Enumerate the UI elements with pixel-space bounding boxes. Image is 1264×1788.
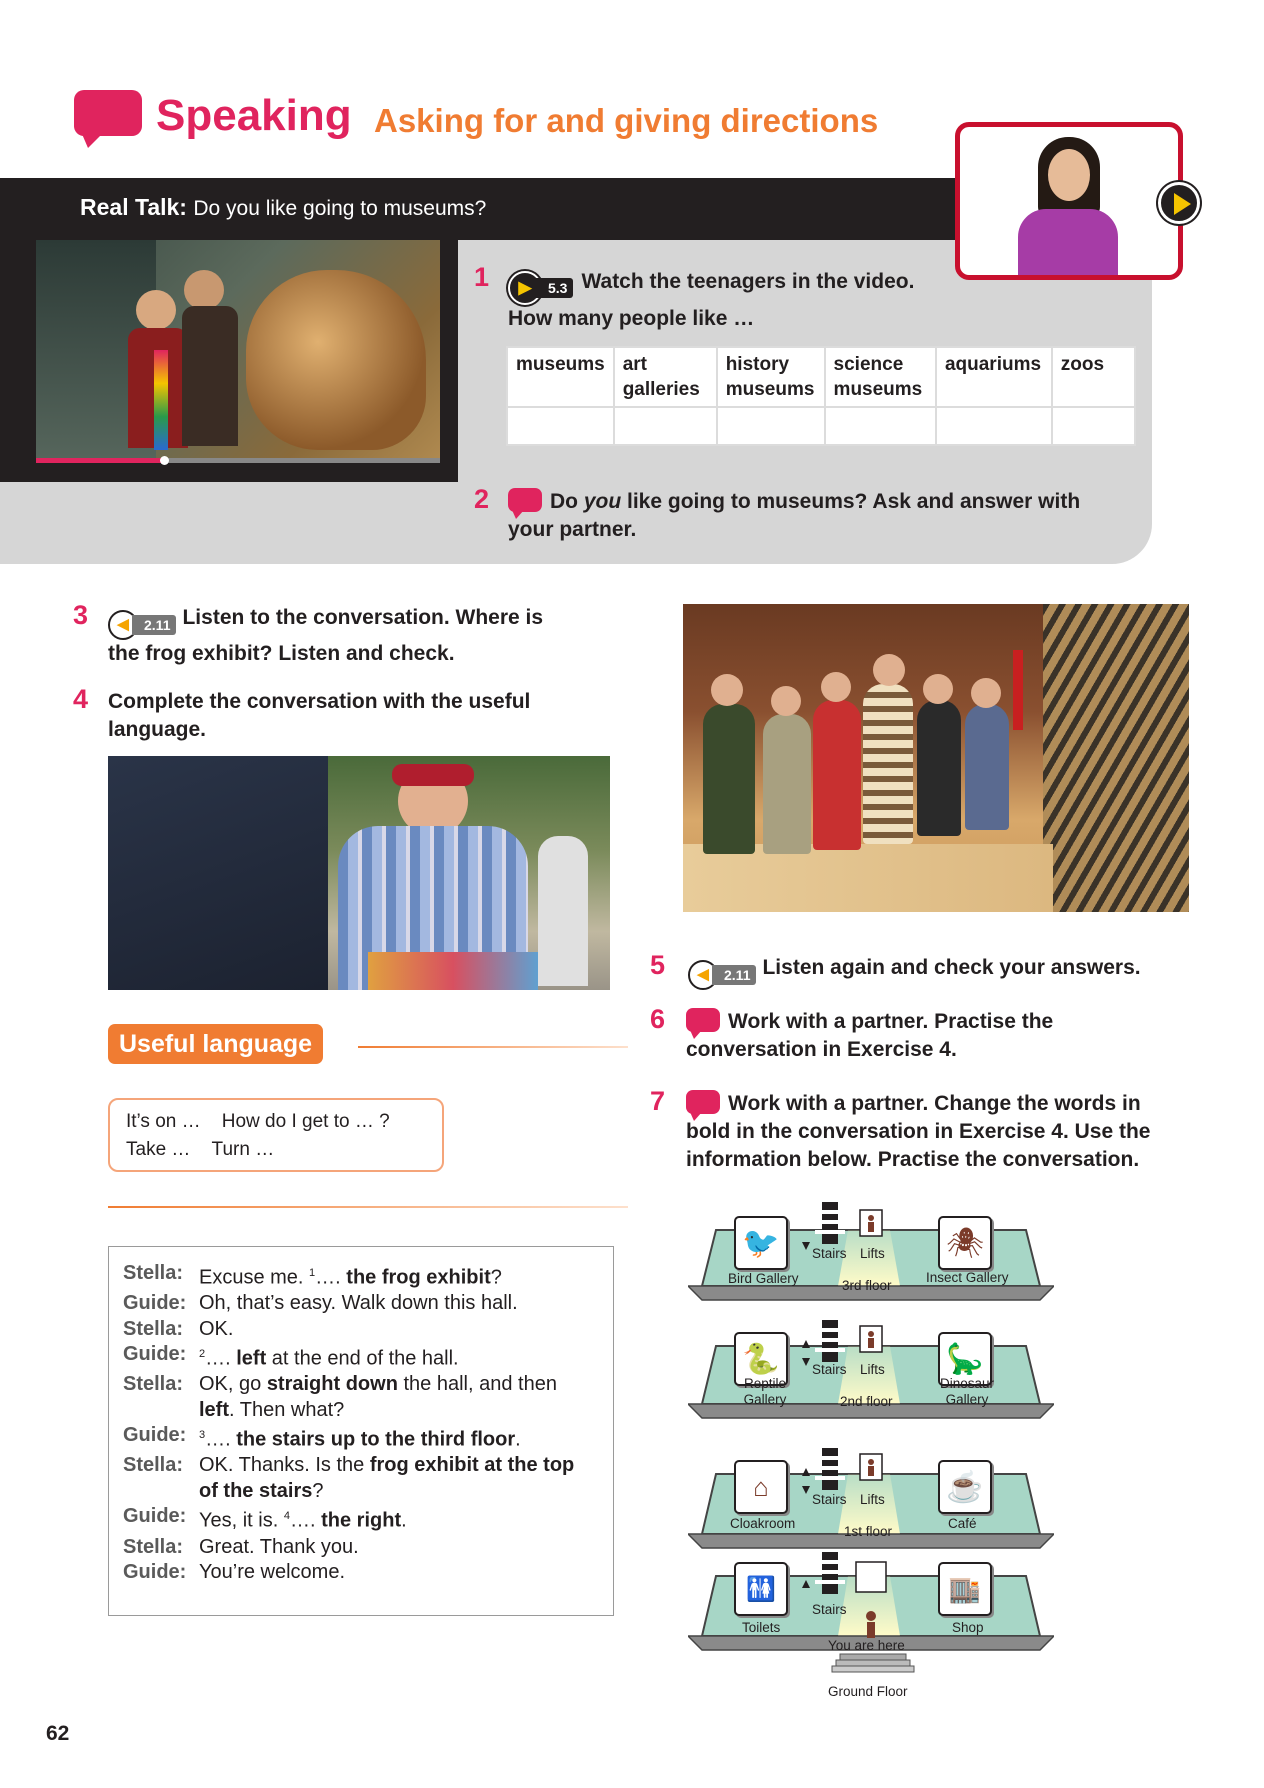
gap-dots: …. bbox=[205, 1347, 237, 1370]
ex5-track: 2.11 bbox=[712, 965, 756, 985]
spider-icon: 🕷 bbox=[938, 1216, 992, 1270]
dialogue-line bbox=[123, 1317, 599, 1343]
you-are-here-label: You are here bbox=[828, 1638, 905, 1653]
cup-icon: ☕ bbox=[938, 1460, 992, 1514]
toilet-icon: 🚻 bbox=[734, 1562, 788, 1616]
dialogue-text bbox=[199, 1342, 599, 1372]
ex4-instruction: Complete the conversation with the useful language. bbox=[108, 690, 531, 741]
dialogue-text: OK. bbox=[199, 1317, 234, 1340]
dialogue-speaker: Stella: bbox=[123, 1317, 184, 1340]
speech-bubble-icon bbox=[508, 488, 542, 512]
dialogue-text bbox=[199, 1261, 599, 1291]
gap-dots: …. bbox=[315, 1266, 347, 1289]
gap-dots: …. bbox=[289, 1510, 322, 1533]
play-icon bbox=[1174, 193, 1191, 215]
floor1-left-label: Cloakroom bbox=[730, 1516, 796, 1531]
gap-dots: the hall, and then bbox=[397, 1373, 557, 1396]
dialogue-text: You’re welcome. bbox=[199, 1561, 346, 1584]
dialogue-text: Oh, that’s easy. Walk down this hall. bbox=[199, 1292, 518, 1315]
dialogue-speaker: Guide: bbox=[123, 1561, 187, 1584]
useful-divider bbox=[358, 1046, 628, 1048]
ex7-number: 7 bbox=[650, 1086, 666, 1116]
useful-bottom-divider bbox=[108, 1206, 628, 1208]
dialogue-text: Great. Thank you. bbox=[199, 1535, 359, 1558]
speaking-icon bbox=[74, 90, 142, 136]
snake-icon: 🐍 bbox=[734, 1332, 788, 1386]
useful-phrase: It’s on … bbox=[126, 1111, 201, 1132]
ex3-track: 2.11 bbox=[132, 615, 176, 635]
gap-dots: ? bbox=[312, 1479, 324, 1502]
dialogue-speaker: Guide: bbox=[123, 1505, 187, 1528]
dialogue-line bbox=[123, 1479, 599, 1505]
speaker-icon: ◀ bbox=[108, 610, 138, 640]
dialogue-fragment: Excuse me. bbox=[199, 1266, 310, 1289]
floor2-name: 2nd floor bbox=[840, 1394, 893, 1409]
floor3-left-label: Bird Gallery bbox=[728, 1271, 799, 1286]
lifts-label: Lifts bbox=[860, 1362, 885, 1377]
dialogue-line bbox=[123, 1398, 599, 1424]
shop-icon: 🏬 bbox=[938, 1562, 992, 1616]
stairs-label: Stairs bbox=[812, 1246, 847, 1261]
speaker-icon: ◀ bbox=[688, 960, 718, 990]
lifts-label: Lifts bbox=[860, 1246, 885, 1261]
photo-map-girls bbox=[108, 756, 610, 990]
dialogue-speaker: Guide: bbox=[123, 1424, 187, 1447]
dialogue-line bbox=[123, 1423, 599, 1453]
ex1-answer-cell[interactable] bbox=[825, 407, 936, 445]
useful-phrase: How do I get to … ? bbox=[221, 1111, 390, 1132]
real-talk-label: Real Talk: bbox=[80, 194, 187, 220]
useful-language-box bbox=[108, 1098, 444, 1172]
gap-number: 3 bbox=[199, 1429, 206, 1442]
dialogue-text bbox=[199, 1398, 599, 1424]
dialogue-line bbox=[123, 1504, 599, 1534]
dialogue-fragment: ? bbox=[490, 1266, 502, 1289]
dialogue-box bbox=[108, 1246, 614, 1616]
dialogue-speaker: Stella: bbox=[123, 1373, 184, 1396]
ex1-line1: Watch the teenagers in the video. bbox=[581, 270, 915, 293]
ex1-number: 1 bbox=[474, 262, 490, 292]
photo-teenagers-museum bbox=[683, 604, 1189, 912]
video-thumbnail[interactable] bbox=[955, 122, 1183, 280]
floor1-right-label: Café bbox=[948, 1516, 977, 1531]
bold-phrase: straight down bbox=[266, 1373, 398, 1396]
bold-phrase: frog exhibit at the top bbox=[369, 1454, 575, 1477]
ex3-instruction: ◀ 2.11 Listen to the conversation. Where is the frog exhibit? Listen and check. bbox=[108, 606, 544, 665]
bold-phrase: the frog exhibit bbox=[346, 1266, 491, 1289]
ex1-track: 5.3 bbox=[536, 278, 573, 298]
ex1-line2: How many people like … bbox=[508, 307, 755, 330]
ex1-answer-cell[interactable] bbox=[936, 407, 1052, 445]
floor1-name: 1st floor bbox=[844, 1524, 893, 1539]
dialogue-fragment: Yes, it is. bbox=[199, 1510, 284, 1533]
ex6-instruction: Work with a partner. Practise the conversation in Exercise 4. bbox=[686, 1010, 1054, 1061]
ex1-col-history-museums: history museums bbox=[717, 347, 825, 407]
video-still[interactable] bbox=[36, 240, 440, 462]
dialogue-speaker: Guide: bbox=[123, 1292, 187, 1315]
dinosaur-icon: 🦕 bbox=[938, 1332, 992, 1386]
floor-plan bbox=[688, 1196, 1054, 1716]
speech-bubble-icon bbox=[686, 1008, 720, 1032]
dialogue-line bbox=[123, 1261, 599, 1291]
ex1-col-zoos: zoos bbox=[1052, 347, 1135, 407]
dialogue-speaker bbox=[123, 1398, 199, 1424]
ex7-instruction: Work with a partner. Change the words in bold in the conversation in Exercise 4. Use the information below. Practise the conversation. bbox=[686, 1092, 1151, 1171]
section-subtitle: Asking for and giving directions bbox=[374, 102, 879, 139]
dialogue-fragment: at the end of the hall. bbox=[266, 1347, 459, 1370]
hanger-icon: ⌂ bbox=[734, 1460, 788, 1514]
dialogue-text bbox=[199, 1479, 599, 1505]
ex6-number: 6 bbox=[650, 1004, 666, 1034]
ex2-number: 2 bbox=[474, 484, 490, 514]
dialogue-speaker: Stella: bbox=[123, 1262, 184, 1284]
dialogue-fragment: . bbox=[401, 1510, 407, 1533]
ex1-col-museums: museums bbox=[507, 347, 614, 407]
ex1-answer-cell[interactable] bbox=[507, 407, 614, 445]
dialogue-speaker: Guide: bbox=[123, 1343, 187, 1366]
dialogue-speaker: Stella: bbox=[123, 1535, 184, 1558]
ex1-video-badge[interactable] bbox=[508, 271, 573, 305]
ex1-answer-cell[interactable] bbox=[614, 407, 717, 445]
bold-phrase: left bbox=[236, 1347, 267, 1370]
dialogue-speaker: Stella: bbox=[123, 1454, 184, 1477]
video-progress-fill bbox=[36, 458, 164, 463]
ex3-number: 3 bbox=[73, 600, 89, 630]
stairs-label: Stairs bbox=[812, 1362, 847, 1377]
section-title: Speaking bbox=[156, 91, 352, 140]
ex2-line2: your partner. bbox=[508, 518, 637, 541]
ex2-instruction: Do you like going to museums? Ask and answer with your partner. bbox=[508, 490, 1081, 541]
bold-phrase: the right bbox=[321, 1510, 402, 1533]
dialogue-text bbox=[199, 1453, 599, 1479]
dialogue-line bbox=[123, 1342, 599, 1372]
dialogue-line bbox=[123, 1535, 599, 1561]
floor3-right-label: Insect Gallery bbox=[926, 1270, 1009, 1285]
bold-phrase: left bbox=[199, 1398, 229, 1421]
dialogue-fragment: . bbox=[515, 1428, 521, 1451]
floor2-left-label: Reptile Gallery bbox=[743, 1376, 787, 1407]
bold-phrase: the stairs up to the third floor bbox=[236, 1428, 516, 1451]
bold-phrase: of the stairs bbox=[199, 1479, 313, 1502]
stairs-label: Stairs bbox=[812, 1602, 847, 1617]
video-play-button[interactable] bbox=[1158, 182, 1200, 224]
page-number: 62 bbox=[46, 1722, 70, 1745]
ex1-col-art-galleries: art galleries bbox=[614, 347, 717, 407]
ex5-number: 5 bbox=[650, 950, 666, 980]
play-icon: ▶ bbox=[508, 271, 542, 305]
dialogue-line bbox=[123, 1560, 599, 1586]
ex1-col-aquariums: aquariums bbox=[936, 347, 1052, 407]
useful-phrase: Turn … bbox=[211, 1139, 275, 1160]
dialogue-fragment: OK, go bbox=[199, 1373, 267, 1396]
useful-language-heading: Useful language bbox=[108, 1024, 323, 1064]
bird-icon: 🐦 bbox=[734, 1216, 788, 1270]
dialogue-line bbox=[123, 1291, 599, 1317]
dialogue-line bbox=[123, 1453, 599, 1479]
dialogue-fragment: OK. Thanks. Is the bbox=[199, 1454, 370, 1477]
ex1-instruction bbox=[508, 268, 914, 333]
ground-left-label: Toilets bbox=[742, 1620, 781, 1635]
real-talk-title bbox=[80, 192, 486, 224]
ground-floor-label: Ground Floor bbox=[828, 1684, 908, 1699]
gap-number: 1 bbox=[309, 1267, 316, 1279]
dialogue-text bbox=[199, 1372, 599, 1398]
ex1-table bbox=[506, 346, 1136, 446]
floor2-right-label: Dinosaur Gallery bbox=[939, 1376, 995, 1407]
ex1-answer-cell[interactable] bbox=[1052, 407, 1135, 445]
speech-bubble-icon bbox=[686, 1090, 720, 1114]
ground-right-label: Shop bbox=[952, 1620, 984, 1635]
dialogue-text bbox=[199, 1423, 599, 1453]
gap-number: 2 bbox=[199, 1348, 206, 1361]
ex1-col-science-museums: science museums bbox=[825, 347, 936, 407]
lifts-label: Lifts bbox=[860, 1492, 885, 1507]
real-talk-question: Do you like going to museums? bbox=[193, 197, 487, 220]
ex4-number: 4 bbox=[73, 684, 89, 714]
video-progress-handle[interactable] bbox=[160, 456, 169, 465]
gap-dots: . Then what? bbox=[229, 1398, 345, 1421]
gap-number: 4 bbox=[283, 1510, 290, 1523]
useful-phrase: Take … bbox=[126, 1139, 191, 1160]
ex3-audio-badge[interactable] bbox=[108, 610, 176, 640]
dialogue-speaker bbox=[123, 1479, 199, 1505]
stairs-label: Stairs bbox=[812, 1492, 847, 1507]
dialogue-line bbox=[123, 1372, 599, 1398]
dialogue-text bbox=[199, 1504, 599, 1534]
floor3-name: 3rd floor bbox=[842, 1278, 892, 1293]
ex5-audio-badge[interactable] bbox=[688, 960, 756, 990]
ex5-instruction: ◀ 2.11 Listen again and check your answers. bbox=[688, 954, 1141, 990]
gap-dots: …. bbox=[205, 1428, 237, 1451]
ex1-answer-cell[interactable] bbox=[717, 407, 825, 445]
